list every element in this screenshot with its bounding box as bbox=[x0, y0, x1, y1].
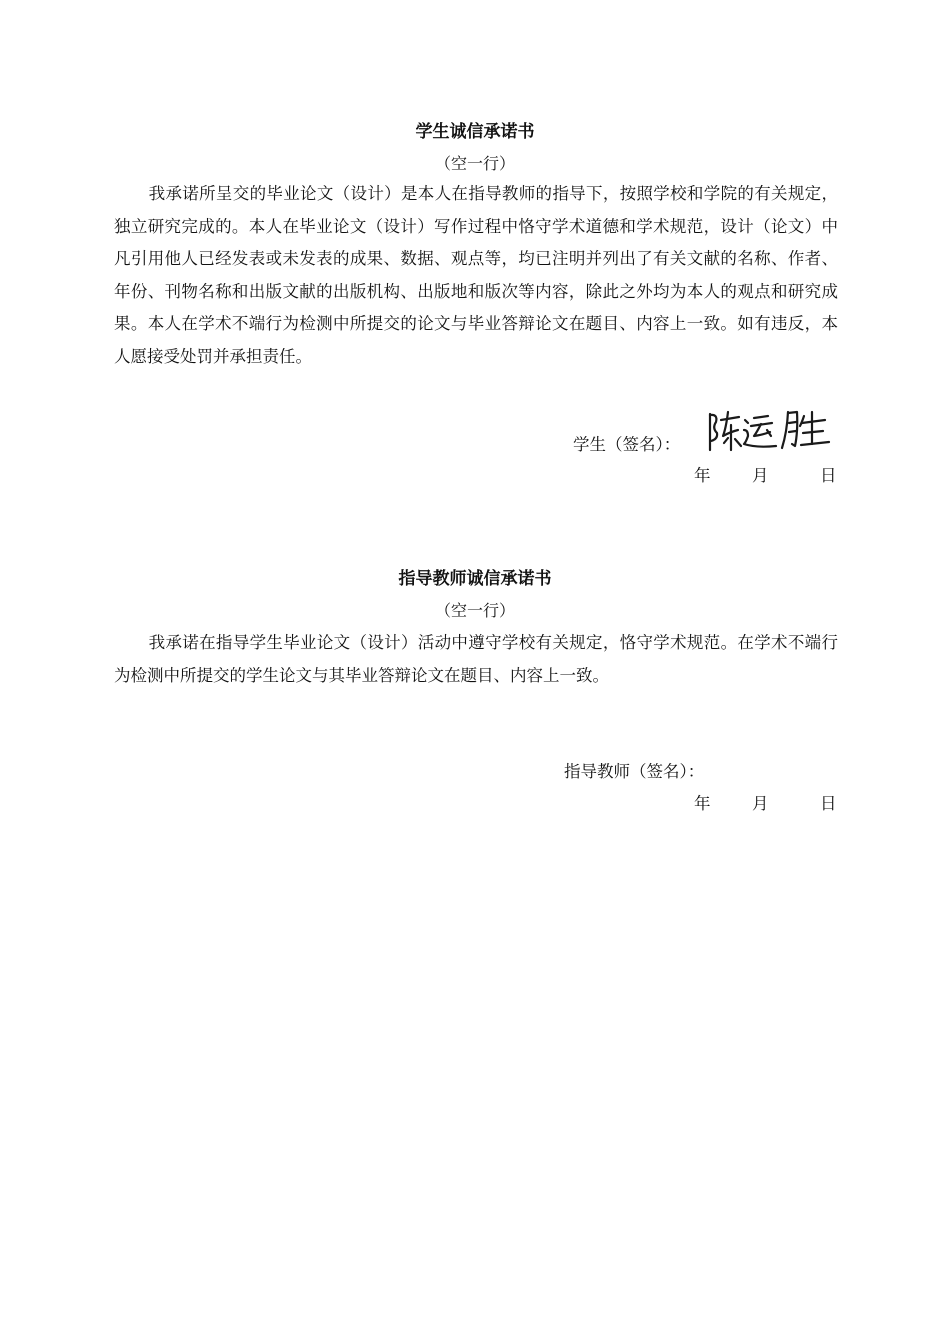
student-handwritten-signature bbox=[704, 406, 834, 456]
student-date-day: 日 bbox=[820, 466, 837, 485]
advisor-pledge-body: 我承诺在指导学生毕业论文（设计）活动中遵守学校有关规定，恪守学术规范。在学术不端行为检测中所提交的学生论文与其毕业答辩论文在题目、内容上一致。 bbox=[114, 633, 838, 685]
student-date-year: 年 bbox=[694, 466, 711, 485]
advisor-date-month: 月 bbox=[752, 794, 769, 813]
advisor-pledge-title: 指导教师诚信承诺书 bbox=[398, 569, 552, 589]
student-pledge-body: 我承诺所呈交的毕业论文（设计）是本人在指导教师的指导下，按照学校和学院的有关规定，独立研究完成的。本人在毕业论文（设计）写作过程中恪守学术道德和学术规范，设计（论文）中凡引用他人已经发表或未发表的成果、数据、观点等，均已注明并列出了有关文献的名称、作者、年份、刊物名称和出版文献的出版机构、出版地和版次等内容，除此之外均为本人的观点和研究成果。本人在学术不端行为检测中所提交的论文与毕业答辩论文在题目、内容上一致。如有违反，本人愿接受处罚并承担责任。 bbox=[114, 184, 838, 366]
student-blank-line-note: （空一行） bbox=[434, 154, 515, 173]
advisor-signature-label: 指导教师（签名）： bbox=[564, 762, 705, 781]
advisor-date-row bbox=[0, 793, 950, 815]
student-pledge-title: 学生诚信承诺书 bbox=[415, 122, 535, 142]
student-date-month: 月 bbox=[752, 466, 769, 485]
advisor-date-year: 年 bbox=[694, 794, 711, 813]
student-signature-label: 学生（签名）： bbox=[573, 435, 681, 454]
advisor-blank-line-note: （空一行） bbox=[434, 601, 515, 620]
advisor-date-day: 日 bbox=[820, 794, 837, 813]
student-date-row bbox=[0, 465, 950, 487]
